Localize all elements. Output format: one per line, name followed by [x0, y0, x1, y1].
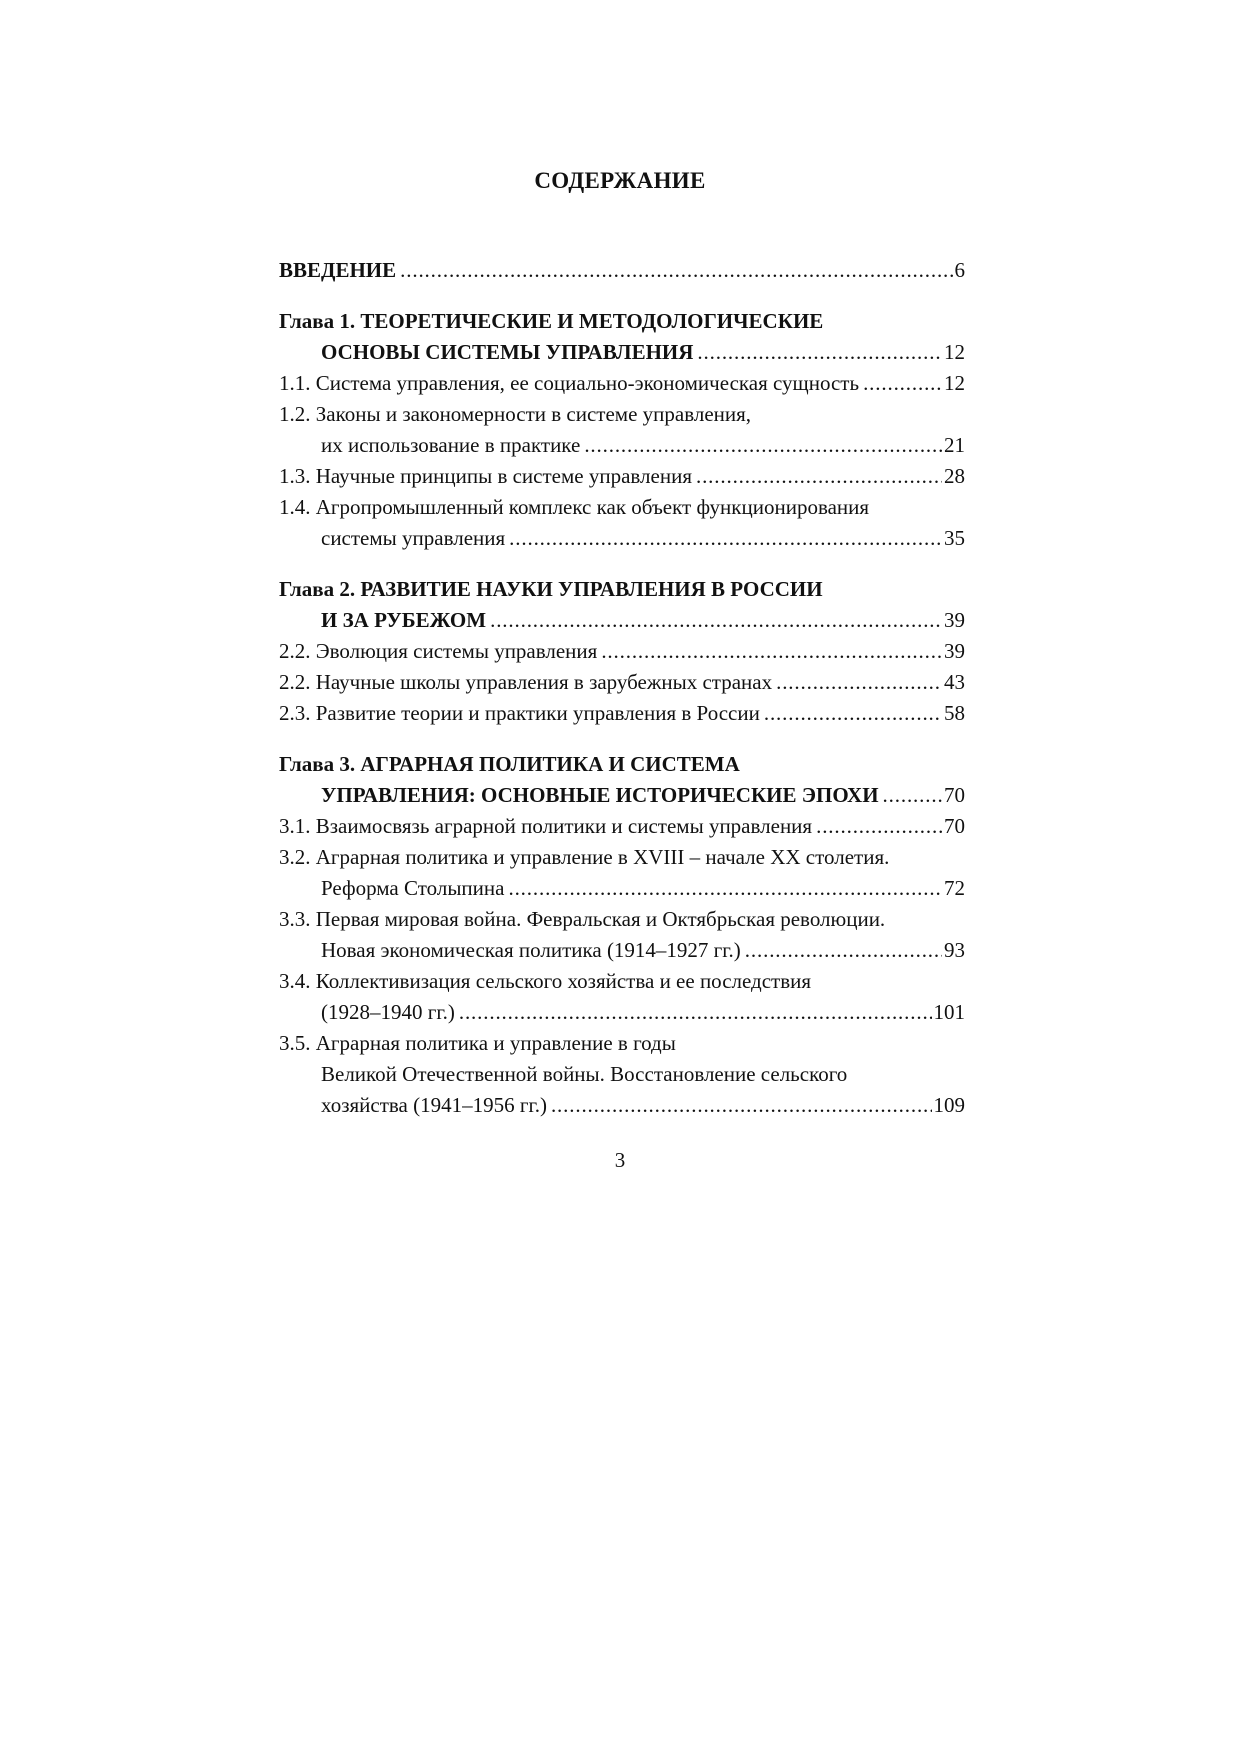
toc-section-2-1[interactable]: [279, 636, 965, 667]
toc-entry-title: И ЗА РУБЕЖОМ: [321, 608, 487, 632]
toc-entry-title: 1.3. Научные принципы в системе управления: [279, 464, 692, 488]
toc-section-1-2-cont[interactable]: [279, 430, 965, 461]
toc-page-number: 58: [944, 701, 965, 725]
toc-section-3-5-cont[interactable]: [279, 1059, 965, 1090]
dot-leader: [816, 811, 942, 842]
dot-leader: [584, 430, 942, 461]
toc-section-2-3[interactable]: [279, 698, 965, 729]
toc-page-number: 93: [944, 938, 965, 962]
page-number: 3: [614, 1148, 626, 1172]
toc-entry-title: системы управления: [321, 526, 506, 550]
toc-entry-title: Новая экономическая политика (1914–1927 гг.): [321, 938, 741, 962]
toc-page-number: 39: [944, 639, 965, 663]
toc-entry-title: ОСНОВЫ СИСТЕМЫ УПРАВЛЕНИЯ: [321, 340, 694, 364]
toc-entry-title: (1928–1940 гг.): [321, 1000, 455, 1024]
dot-leader: [509, 523, 942, 554]
toc-entry-title: 3.1. Взаимосвязь аграрной политики и системы управления: [279, 814, 813, 838]
toc-page-number: 21: [944, 433, 965, 457]
toc-page-number: 72: [944, 876, 965, 900]
toc-section-1-1[interactable]: [279, 368, 965, 399]
dot-leader: [863, 368, 942, 399]
toc-section-3-4[interactable]: [279, 966, 965, 997]
dot-leader: [697, 337, 942, 368]
toc-page-number: 70: [944, 814, 965, 838]
toc-entry-title: 3.2. Аграрная политика и управление в XVIII – начале XX столетия.: [279, 845, 890, 869]
toc-section-3-5-cont[interactable]: [279, 1090, 965, 1121]
toc-entry-title: 1.2. Законы и закономерности в системе управления,: [279, 402, 752, 426]
table-of-contents: [279, 255, 965, 1121]
toc-entry-title: 3.3. Первая мировая война. Февральская и Октябрьская революции.: [279, 907, 886, 931]
dot-leader: [696, 461, 942, 492]
dot-leader: [776, 667, 942, 698]
toc-entry-title: ВВЕДЕНИЕ: [279, 258, 397, 282]
toc-entry-title: УПРАВЛЕНИЯ: ОСНОВНЫЕ ИСТОРИЧЕСКИЕ ЭПОХИ: [321, 783, 879, 807]
toc-chapter-1-heading-cont[interactable]: [279, 337, 965, 368]
toc-section-3-2-cont[interactable]: [279, 873, 965, 904]
toc-entry-title: Великой Отечественной войны. Восстановление сельского: [321, 1062, 848, 1086]
toc-entry-title: 2.3. Развитие теории и практики управления в России: [279, 701, 760, 725]
toc-entry-title: Реформа Столыпина: [321, 876, 505, 900]
dot-leader: [764, 698, 942, 729]
toc-entry-title: 1.1. Система управления, ее социально-экономическая сущность: [279, 371, 860, 395]
toc-page-number: 28: [944, 464, 965, 488]
toc-page-number: 12: [944, 340, 965, 364]
dot-leader: [883, 780, 942, 811]
toc-chapter-2-heading[interactable]: [279, 574, 965, 605]
toc-chapter-3-heading[interactable]: [279, 749, 965, 780]
toc-page-number: 39: [944, 608, 965, 632]
toc-section-3-5[interactable]: [279, 1028, 965, 1059]
toc-entry-title: Глава 3. АГРАРНАЯ ПОЛИТИКА И СИСТЕМА: [279, 752, 740, 776]
toc-chapter-2-heading-cont[interactable]: [279, 605, 965, 636]
toc-section-3-2[interactable]: [279, 842, 965, 873]
dot-leader: [508, 873, 942, 904]
toc-page-number: 70: [944, 783, 965, 807]
toc-entry-title: 3.5. Аграрная политика и управление в годы: [279, 1031, 676, 1055]
toc-entry-title: 1.4. Агропромышленный комплекс как объект функционирования: [279, 495, 870, 519]
dot-leader: [745, 935, 942, 966]
toc-entry-title: Глава 1. ТЕОРЕТИЧЕСКИЕ И МЕТОДОЛОГИЧЕСКИЕ: [279, 309, 824, 333]
toc-section-3-3-cont[interactable]: [279, 935, 965, 966]
toc-entry-title: 2.2. Эволюция системы управления: [279, 639, 598, 663]
dot-leader: [400, 255, 952, 286]
toc-entry-title: 2.2. Научные школы управления в зарубежных странах: [279, 670, 773, 694]
toc-page-number: 12: [944, 371, 965, 395]
toc-section-1-3[interactable]: [279, 461, 965, 492]
page-title: СОДЕРЖАНИЕ: [534, 168, 706, 193]
toc-page-number: 6: [954, 258, 965, 282]
dot-leader: [551, 1090, 932, 1121]
toc-section-2-2[interactable]: [279, 667, 965, 698]
toc-page-number: 43: [944, 670, 965, 694]
toc-section-1-4[interactable]: [279, 492, 965, 523]
toc-section-3-3[interactable]: [279, 904, 965, 935]
toc-entry-intro[interactable]: [279, 255, 965, 286]
toc-page-number: 109: [933, 1093, 965, 1117]
dot-leader: [459, 997, 932, 1028]
toc-page-number: 35: [944, 526, 965, 550]
dot-leader: [601, 636, 942, 667]
toc-entry-title: хозяйства (1941–1956 гг.): [321, 1093, 547, 1117]
toc-section-1-4-cont[interactable]: [279, 523, 965, 554]
toc-page-number: 101: [933, 1000, 965, 1024]
dot-leader: [490, 605, 942, 636]
toc-section-3-4-cont[interactable]: [279, 997, 965, 1028]
toc-chapter-3-heading-cont[interactable]: [279, 780, 965, 811]
toc-section-3-1[interactable]: [279, 811, 965, 842]
toc-entry-title: Глава 2. РАЗВИТИЕ НАУКИ УПРАВЛЕНИЯ В РОССИИ: [279, 577, 823, 601]
toc-entry-title: их использование в практике: [321, 433, 581, 457]
toc-chapter-1-heading[interactable]: [279, 306, 965, 337]
toc-section-1-2[interactable]: [279, 399, 965, 430]
toc-entry-title: 3.4. Коллективизация сельского хозяйства и ее последствия: [279, 969, 812, 993]
